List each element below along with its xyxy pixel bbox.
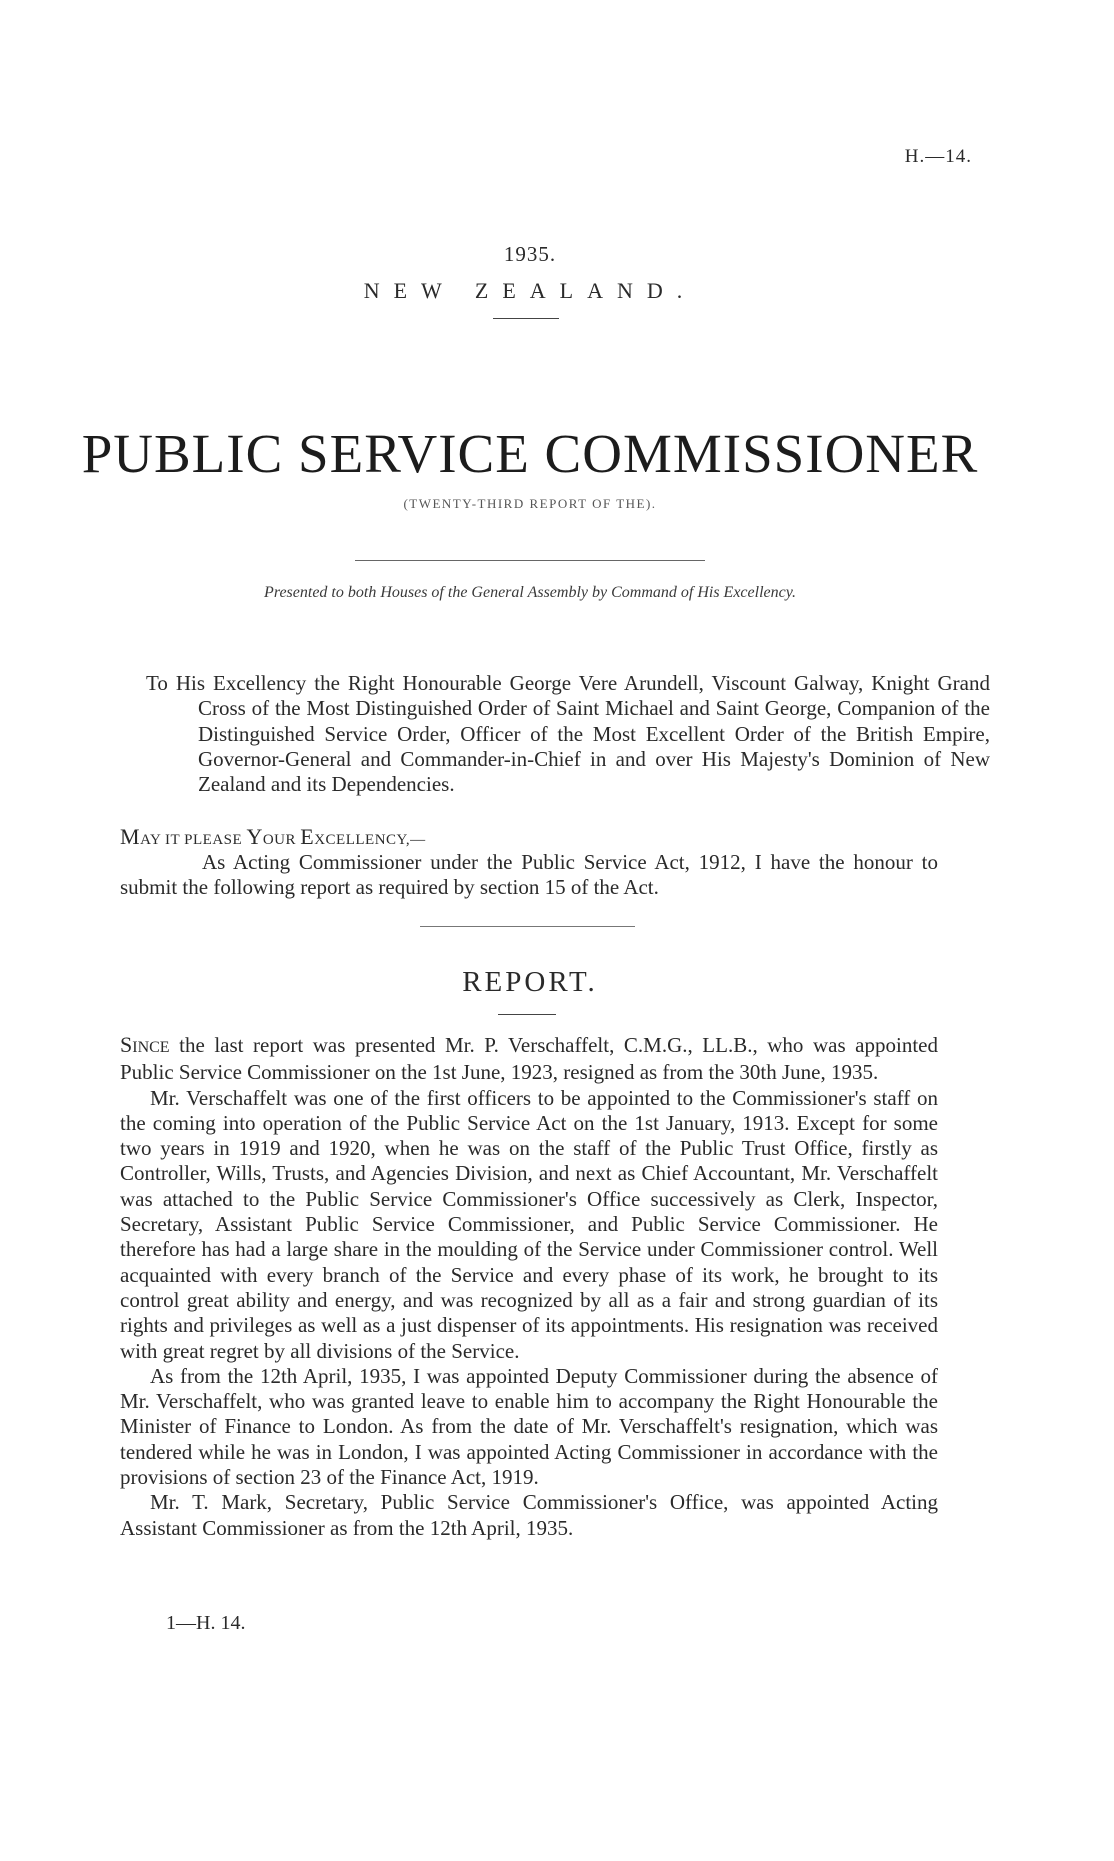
document-reference: H.—14.	[904, 146, 972, 167]
divider-short	[493, 318, 559, 319]
sheet-reference: 1—H. 14.	[166, 1612, 246, 1634]
report-paragraph: As from the 12th April, 1935, I was appointed Deputy Commissioner during the absence of Mr. Verschaffelt, who was granted leave to enable him to accompany the Right Honourable the Minister of Finance to London. As from the date of Mr. Verschaffelt's resignation, which was tendered while he was in London, I was appointed Acting Commissioner in accordance with the provisions of section 23 of the Finance Act, 1919.	[120, 1363, 938, 1490]
page-subtitle: (TWENTY-THIRD REPORT OF THE).	[403, 496, 657, 511]
salutation: MAY IT PLEASE YOUR EXCELLENCY,—	[120, 824, 426, 849]
intro-paragraph: As Acting Commissioner under the Public Service Act, 1912, I have the honour to submit the following report as required by section 15 of the Act.	[120, 850, 938, 900]
page-title: PUBLIC SERVICE COMMISSIONER	[81, 423, 979, 484]
country-heading: NEW ZEALAND.	[363, 278, 697, 303]
report-paragraph: SINCE the last report was presented Mr. P. Verschaffelt, C.M.G., LL.B., who was appointed Public Service Commissioner on the 1st June, 1923, resigned as from the 30th June, 1935.	[120, 1032, 938, 1085]
document-year: 1935.	[503, 242, 557, 266]
report-body	[120, 1032, 938, 1541]
divider-medium	[420, 926, 635, 927]
presented-line: Presented to both Houses of the General Assembly by Command of His Excellency.	[264, 584, 796, 601]
divider-long	[355, 560, 705, 561]
report-heading: REPORT.	[462, 966, 598, 998]
divider-short-report	[498, 1014, 556, 1015]
report-paragraph: Mr. T. Mark, Secretary, Public Service Commissioner's Office, was appointed Acting Assistant Commissioner as from the 12th April, 1935.	[120, 1490, 938, 1540]
report-paragraph: Mr. Verschaffelt was one of the first officers to be appointed to the Commissioner's staff on the coming into operation of the Public Service Act on the 1st January, 1913. Except for some two years in 1919 and 1920, when he was on the staff of the Public Trust Office, firstly as Controller, Wills, Trusts, and Agencies Division, and next as Chief Accountant, Mr. Verschaffelt was attached to the Public Service Commissioner's Office successively as Clerk, Inspector, Secretary, Assistant Public Service Commissioner, and Public Service Commissioner. He therefore has had a large share in the moulding of the Service under Commissioner control. Well acquainted with every branch of the Service and every phase of its work, he brought to its control great ability and energy, and was recognized by all as a fair and strong guardian of its rights and privileges as well as a just dispenser of its appointments. His resignation was received with great regret by all divisions of the Service.	[120, 1085, 938, 1363]
address-paragraph: To His Excellency the Right Honourable George Vere Arundell, Viscount Galway, Knight Grand Cross of the Most Distinguished Order of Saint Michael and Saint George, Companion of the Distinguished Service Order, Officer of the Most Excellent Order of the British Empire, Governor-General and Commander-in-Chief in and over His Majesty's Dominion of New Zealand and its Dependencies.	[146, 671, 990, 797]
